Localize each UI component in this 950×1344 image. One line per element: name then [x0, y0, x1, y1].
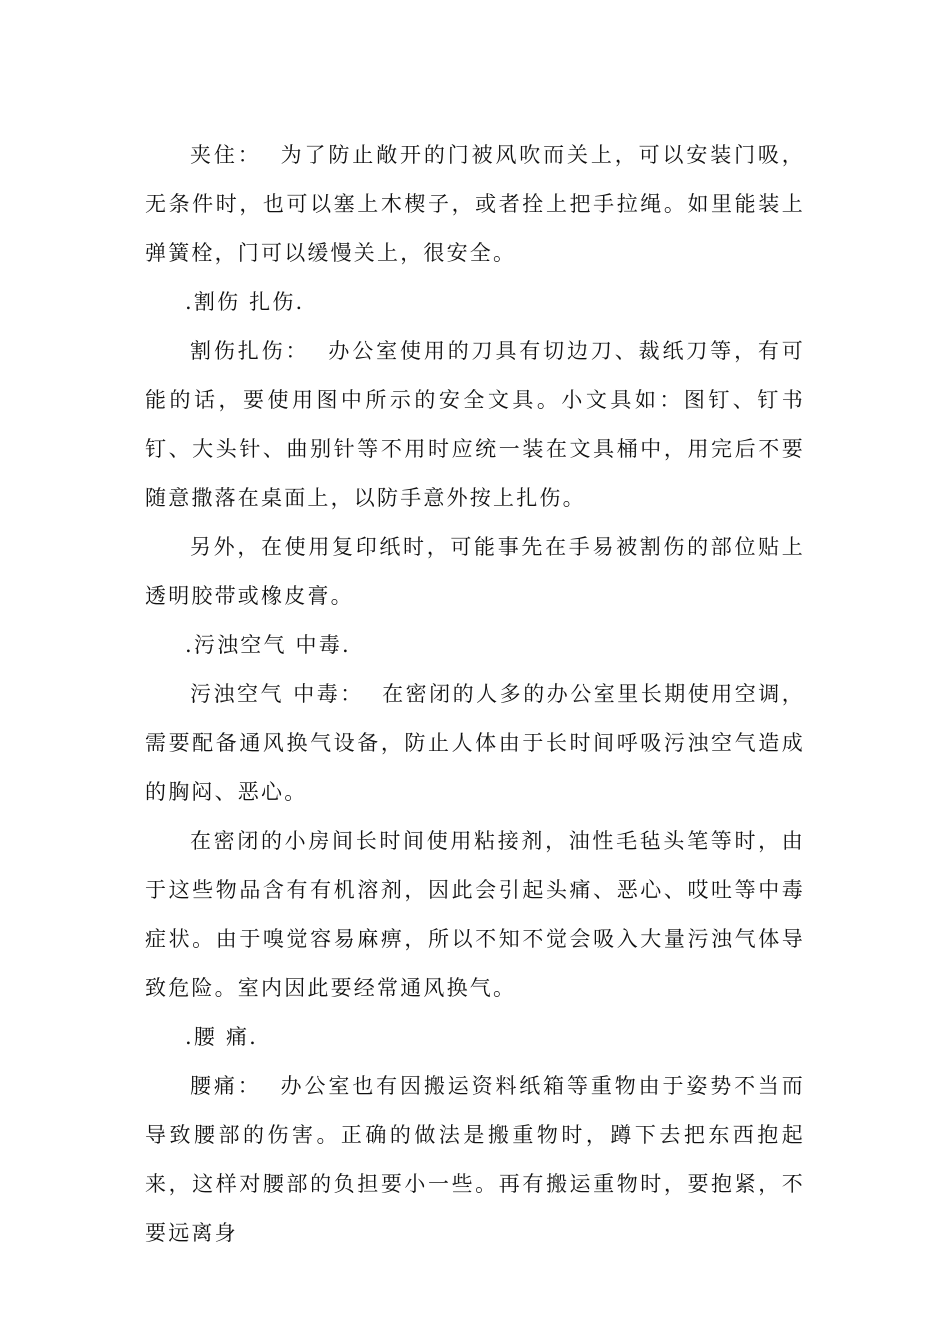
paragraph-air: 污浊空气 中毒： 在密闭的人多的办公室里长期使用空调，需要配备通风换气设备，防止人体由于长时间呼吸污浊空气造成的胸闷、恶心。 [145, 682, 805, 804]
document-page [145, 131, 805, 1258]
section-heading-back-pain: .腰 痛. [185, 1025, 259, 1049]
paragraph-solvents: 在密闭的小房间长时间使用粘接剂，油性毛毡头笔等时，由于这些物品含有有机溶剂，因此会引起头痛、恶心、哎吐等中毒症状。由于嗅觉容易麻痹，所以不知不觉会吸入大量污浊气体导致危险。室内因此要经常通风换气。 [145, 829, 805, 1000]
section-heading-cuts: .割伤 扎伤. [185, 290, 305, 314]
paragraph-cuts: 割伤扎伤： 办公室使用的刀具有切边刀、裁纸刀等，有可能的话，要使用图中所示的安全文具。小文具如：图钉、钉书钉、大头针、曲别针等不用时应统一装在文具桶中，用完后不要随意撒落在桌面上，以防手意外按上扎伤。 [145, 339, 805, 510]
paragraph-back-pain: 腰痛： 办公室也有因搬运资料纸箱等重物由于姿势不当而导致腰部的伤害。正确的做法是搬重物时，蹲下去把东西抱起来，这样对腰部的负担要小一些。再有搬运重物时，要抱紧，不要远离身 [145, 1074, 805, 1245]
paragraph-door-pinch: 夹住： 为了防止敞开的门被风吹而关上，可以安装门吸，无条件时，也可以塞上木楔子，或者拴上把手拉绳。如里能装上弹簧栓，门可以缓慢关上，很安全。 [145, 143, 805, 265]
paragraph-copy-paper: 另外，在使用复印纸时，可能事先在手易被割伤的部位贴上透明胶带或橡皮膏。 [145, 535, 805, 608]
section-heading-air: .污浊空气 中毒. [185, 633, 351, 657]
